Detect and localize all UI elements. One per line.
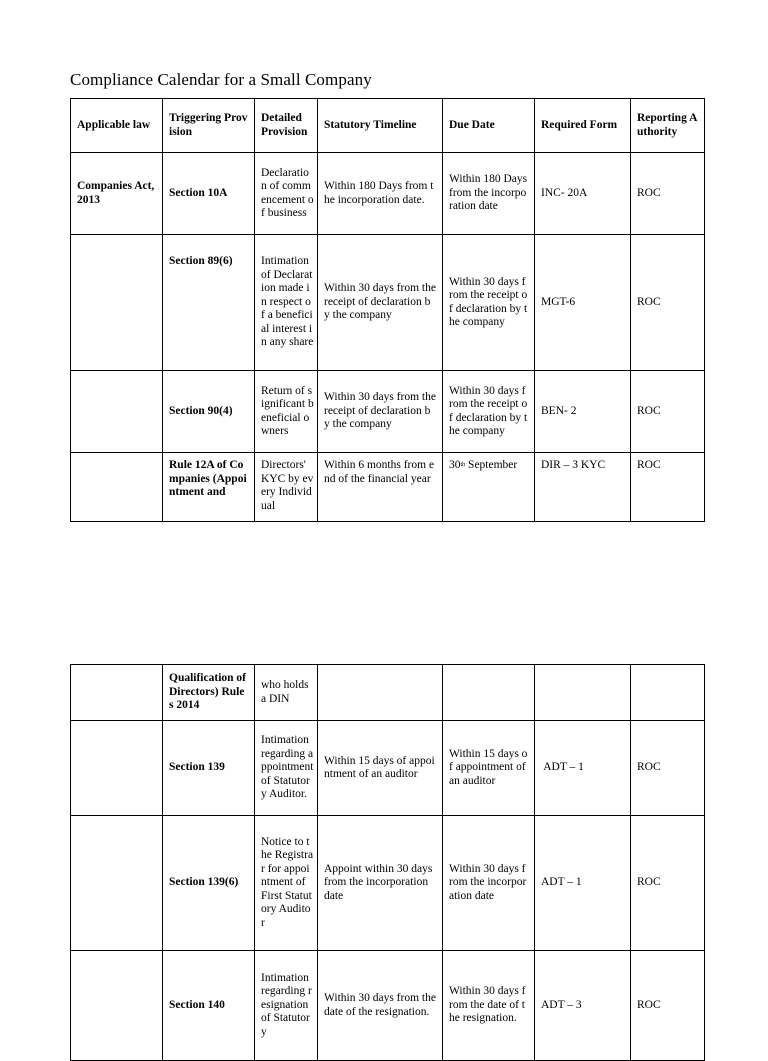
cell-due-date: Within 30 days from the date of the resignation. [443,951,535,1061]
cell-detail: Intimation of Declaration made in respect of a beneficial interest in any share [255,235,318,371]
cell-timeline: Within 30 days from the receipt of declaration by the company [318,235,443,371]
cell-timeline: Within 15 days of appointment of an auditor [318,721,443,816]
cell-due-date: Within 180 Days from the incorporation date [443,153,535,235]
header-applicable-law: Applicable law [71,99,163,153]
cell-authority: ROC [631,153,705,235]
cell-form: ADT – 1 [535,721,631,816]
cell-due-date: Within 30 days from the incorporation date [443,816,535,951]
compliance-table [70,98,705,522]
cell-provision: Section 10A [163,153,255,235]
table-row [71,453,705,522]
cell-timeline: Appoint within 30 days from the incorporation date [318,816,443,951]
compliance-table-continued [70,664,705,1061]
cell-law: Companies Act, 2013 [71,153,163,235]
page-title: Compliance Calendar for a Small Company [70,70,372,89]
cell-timeline: Within 30 days from the date of the resignation. [318,951,443,1061]
table-row [71,153,705,235]
cell-provision: Qualification of Directors) Rules 2014 [163,665,255,721]
cell-form [535,665,631,721]
cell-provision: Rule 12A of Companies (Appointment and [163,453,255,522]
header-statutory-timeline: Statutory Timeline [318,99,443,153]
cell-detail: Declaration of commencement of business [255,153,318,235]
cell-provision: Section 89(6) [163,235,255,371]
due-date-month: September [465,459,518,471]
cell-form: INC- 20A [535,153,631,235]
cell-detail: Return of significant beneficial owners [255,371,318,453]
cell-detail: Notice to the Registrar for appointment of First Statutory Auditor [255,816,318,951]
table-row [71,235,705,371]
due-date-suffix: th [460,462,466,468]
cell-authority: ROC [631,721,705,816]
cell-timeline: Within 30 days from the receipt of declaration by the company [318,371,443,453]
cell-due-date [443,665,535,721]
cell-law [71,371,163,453]
cell-provision: Section 139 [163,721,255,816]
cell-provision: Section 139(6) [163,816,255,951]
cell-authority: ROC [631,371,705,453]
table-header-row [71,99,705,153]
cell-form: DIR – 3 KYC [535,453,631,522]
cell-detail: Directors' KYC by every Individual [255,453,318,522]
header-due-date: Due Date [443,99,535,153]
cell-timeline [318,665,443,721]
cell-law [71,816,163,951]
cell-timeline: Within 6 months from end of the financial year [318,453,443,522]
cell-provision: Section 140 [163,951,255,1061]
cell-detail: who holds a DIN [255,665,318,721]
cell-authority [631,665,705,721]
cell-law [71,235,163,371]
cell-authority: ROC [631,951,705,1061]
cell-authority: ROC [631,816,705,951]
cell-provision: Section 90(4) [163,371,255,453]
table-row [71,951,705,1061]
cell-due-date: Within 30 days from the receipt of declaration by the company [443,371,535,453]
table-row [71,665,705,721]
cell-form: MGT-6 [535,235,631,371]
cell-law [71,453,163,522]
cell-law [71,951,163,1061]
cell-due-date [443,453,535,522]
cell-timeline: Within 180 Days from the incorporation date. [318,153,443,235]
header-detailed-provision: Detailed Provision [255,99,318,153]
due-date-day: 30 [449,459,461,471]
cell-due-date: Within 15 days of appointment of an auditor [443,721,535,816]
cell-form: BEN- 2 [535,371,631,453]
header-triggering-provision: Triggering Provision [163,99,255,153]
cell-detail: Intimation regarding resignation of Statutory [255,951,318,1061]
cell-law [71,665,163,721]
header-required-form: Required Form [535,99,631,153]
cell-law [71,721,163,816]
cell-detail: Intimation regarding appointment of Statutory Auditor. [255,721,318,816]
cell-authority: ROC [631,235,705,371]
cell-form: ADT – 3 [535,951,631,1061]
table-row [71,371,705,453]
cell-form: ADT – 1 [535,816,631,951]
cell-authority: ROC [631,453,705,522]
header-reporting-authority: Reporting Authority [631,99,705,153]
table-row [71,721,705,816]
cell-due-date: Within 30 days from the receipt of declaration by the company [443,235,535,371]
table-row [71,816,705,951]
